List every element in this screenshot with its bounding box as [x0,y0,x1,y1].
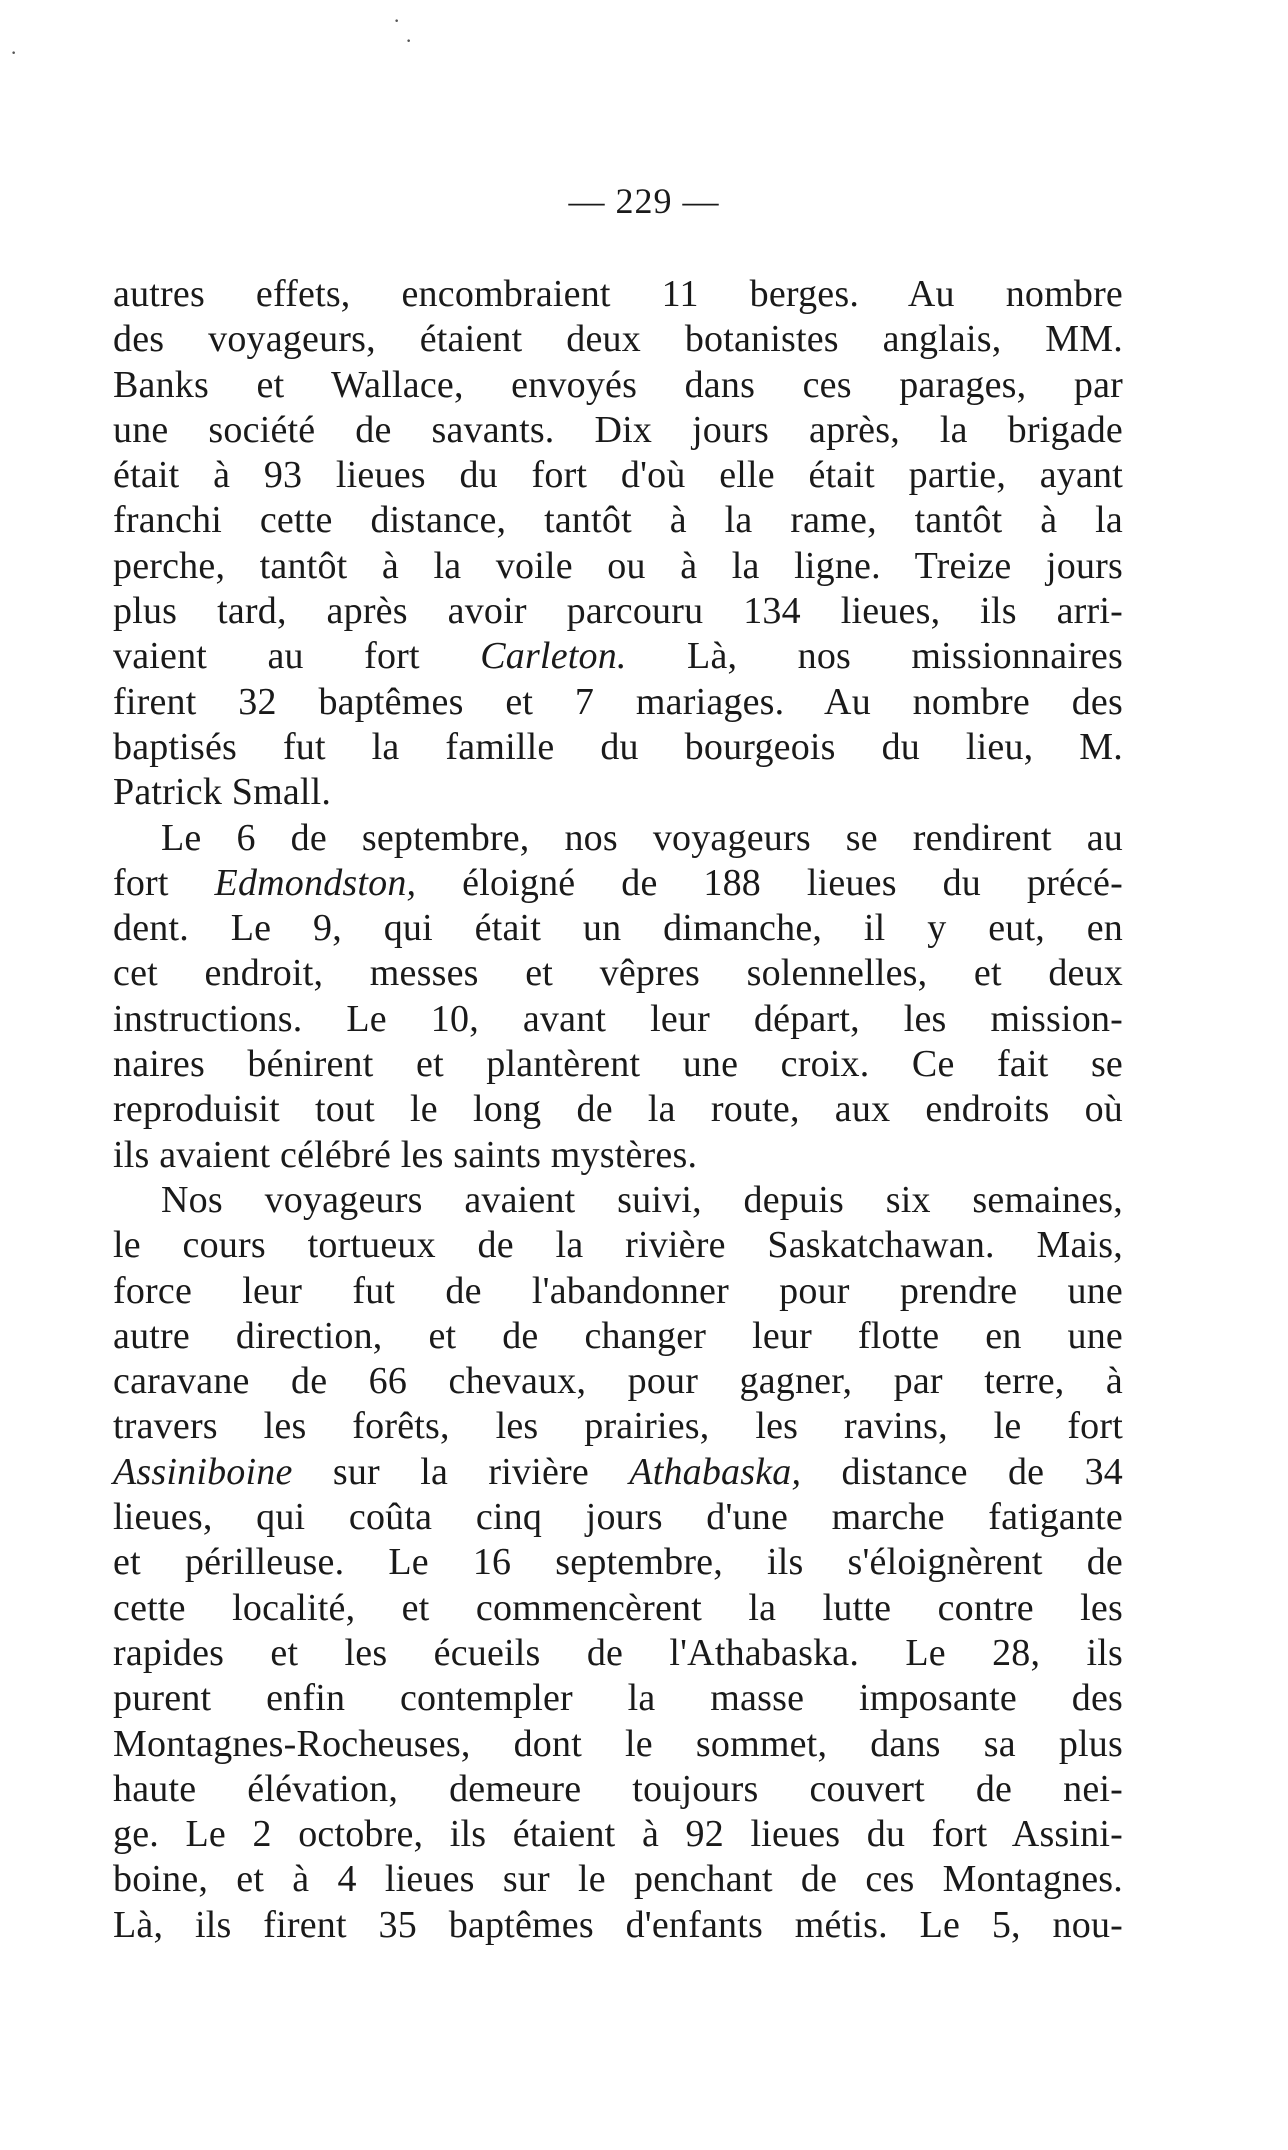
text-run: franchi cette distance, tantôt à la rame, tantôt à la [113,499,1123,542]
text-run: perche, tantôt à la voile ou à la ligne. Treize jours [113,544,1123,587]
text-line [113,1404,1123,1449]
text-line [113,861,1123,906]
scan-speck: · [10,40,18,65]
text-line [113,1450,1123,1495]
text-line [113,1540,1123,1585]
text-run: haute élévation, demeure toujours couvert de nei- [113,1767,1123,1810]
text-run: Nos voyageurs avaient suivi, depuis six semaines, [161,1178,1123,1221]
text-line [113,1722,1123,1767]
text-line [113,1586,1123,1631]
text-line [113,1042,1123,1087]
text-run: ils avaient célébré les saints mystères. [113,1133,698,1176]
text-line [113,408,1123,453]
text-run: autres effets, encombraient 11 berges. Au nombre [113,273,1123,315]
text-line [113,816,1123,861]
text-line [113,906,1123,951]
text-run: distance de 34 [801,1450,1123,1493]
text-run: purent enfin contempler la masse imposante des [113,1677,1123,1720]
text-line [113,1903,1123,1948]
page-number: — 229 — [568,181,720,221]
text-line [113,589,1123,634]
text-run: une société de savants. Dix jours après, la brigade [113,408,1123,451]
text-line [113,770,1123,815]
text-run: lieues, qui coûta cinq jours d'une marche fatigante [113,1496,1123,1539]
text-run: baptisés fut la famille du bourgeois du lieu, M. [113,725,1123,768]
text-line [113,1133,1123,1178]
text-line [113,317,1123,362]
text-line [113,1314,1123,1359]
scan-speck: · [405,28,413,53]
text-run: autre direction, et de changer leur flotte en une [113,1314,1123,1357]
text-run: force leur fut de l'abandonner pour prendre une [113,1269,1123,1312]
text-run: caravane de 66 chevaux, pour gagner, par terre, à [113,1360,1123,1403]
text-run: plus tard, après avoir parcouru 134 lieues, ils arri- [113,590,1123,633]
text-run: fort [113,861,215,904]
text-line [113,544,1123,589]
text-line [113,725,1123,770]
text-line [113,1269,1123,1314]
text-run: rapides et les écueils de l'Athabaska. Le 28, ils [113,1631,1123,1674]
text-run: était à 93 lieues du fort d'où elle était partie, ayant [113,454,1123,497]
body-text [113,272,1123,1948]
text-run: naires bénirent et plantèrent une croix. Ce fait se [113,1043,1123,1086]
text-line [113,997,1123,1042]
text-line [113,1676,1123,1721]
text-line [113,363,1123,408]
text-line [113,1087,1123,1132]
text-run: Là, nos missionnaires [626,635,1123,678]
text-line [113,453,1123,498]
text-line [113,951,1123,996]
text-run: Là, ils firent 35 baptêmes d'enfants métis. Le 5, nou- [113,1903,1123,1946]
text-run: ge. Le 2 octobre, ils étaient à 92 lieues du fort Assini- [113,1813,1123,1856]
text-line [113,1631,1123,1676]
text-run: cet endroit, messes et vêpres solennelles, et deux [113,952,1123,995]
text-run: reproduisit tout le long de la route, aux endroits où [113,1088,1123,1131]
text-run: firent 32 baptêmes et 7 mariages. Au nombre des [113,680,1123,723]
text-run: travers les forêts, les prairies, les ravins, le fort [113,1405,1123,1448]
text-line [113,1767,1123,1812]
text-run: sur la rivière [292,1450,630,1493]
text-line [113,680,1123,725]
text-line [113,634,1123,679]
text-run: boine, et à 4 lieues sur le penchant de ces Montagnes. [113,1858,1123,1901]
text-run: et périlleuse. Le 16 septembre, ils s'éloignèrent de [113,1541,1123,1584]
italic-place-name: Edmondston, [214,861,417,904]
text-line [113,1812,1123,1857]
text-line [113,1178,1123,1223]
text-run: instructions. Le 10, avant leur départ, les mission- [113,997,1123,1040]
scan-speck: · [393,8,401,33]
italic-place-name: Assiniboine [113,1450,293,1493]
text-line [113,272,1123,317]
text-run: Le 6 de septembre, nos voyageurs se rendirent au [161,816,1123,859]
text-run: le cours tortueux de la rivière Saskatchawan. Mais, [113,1224,1123,1267]
text-run: éloigné de 188 lieues du précé- [416,861,1123,904]
text-run: des voyageurs, étaient deux botanistes anglais, MM. [113,318,1123,361]
text-run: Montagnes-Rocheuses, dont le sommet, dans sa plus [113,1722,1123,1765]
text-line [113,498,1123,543]
italic-place-name: Athabaska, [629,1450,802,1493]
text-line [113,1857,1123,1902]
text-line [113,1359,1123,1404]
text-run: dent. Le 9, qui était un dimanche, il y eut, en [113,907,1123,950]
text-line [113,1223,1123,1268]
text-line [113,1495,1123,1540]
italic-place-name: Carleton. [480,635,627,678]
text-run: cette localité, et commencèrent la lutte contre les [113,1586,1123,1629]
text-run: Patrick Small. [113,771,332,814]
text-run: vaient au fort [113,635,481,678]
text-run: Banks et Wallace, envoyés dans ces parages, par [113,363,1123,406]
